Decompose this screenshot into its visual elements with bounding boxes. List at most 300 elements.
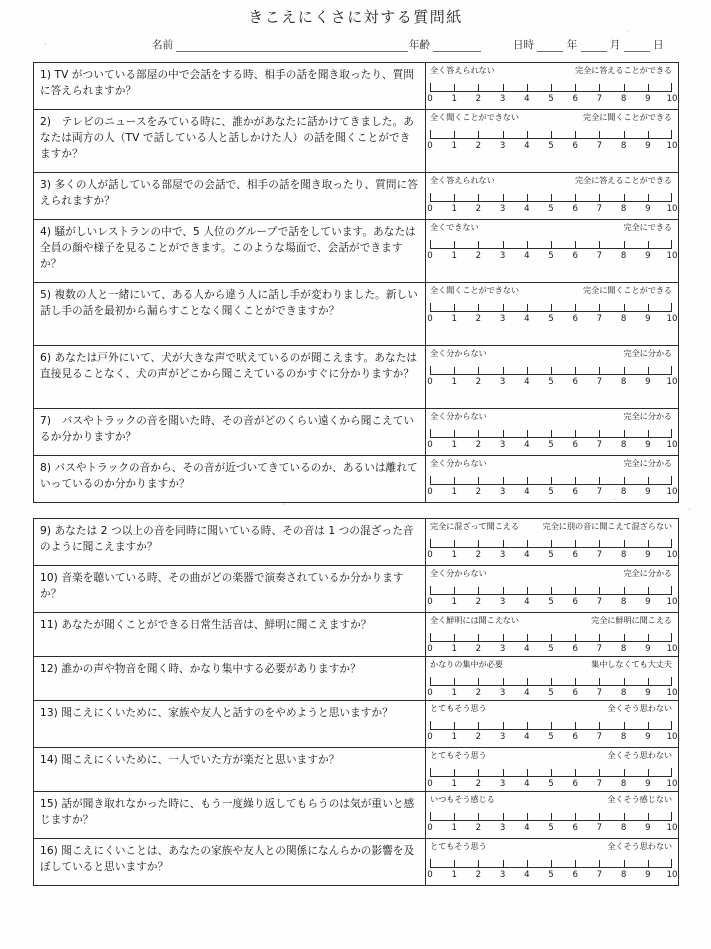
scale-tick[interactable] xyxy=(671,633,672,642)
scale-tick-label: 4 xyxy=(524,440,530,450)
scale-ruler[interactable] xyxy=(430,425,672,438)
scale-tick[interactable] xyxy=(671,193,672,202)
scale-tick[interactable] xyxy=(430,721,431,730)
scale-tick[interactable] xyxy=(430,429,431,438)
scale-tick-label: 8 xyxy=(620,597,627,607)
scale-tick[interactable] xyxy=(478,430,479,438)
scale-tick[interactable] xyxy=(430,539,431,548)
scale-tick[interactable] xyxy=(575,430,576,438)
scale-tick-label: 6 xyxy=(572,251,578,261)
scale-tick-labels xyxy=(427,250,678,262)
day-label: 日 xyxy=(653,39,664,51)
scale-tick-label: 5 xyxy=(548,870,554,880)
question-text: 8) バスやトラックの音から、その音が近づいてきているのか、あるいは離れていっているのか分かりますか？ xyxy=(34,456,426,502)
scale-tick-label: 7 xyxy=(596,688,603,698)
month-input[interactable] xyxy=(581,39,607,52)
scale-tick[interactable] xyxy=(478,860,479,868)
scale-tick-label: 3 xyxy=(499,550,506,560)
scale-tick[interactable] xyxy=(599,634,600,642)
scale-tick[interactable] xyxy=(503,241,504,249)
scale-tick[interactable] xyxy=(599,241,600,249)
scale-ruler[interactable] xyxy=(430,126,672,139)
rating-scale[interactable] xyxy=(426,839,678,885)
scale-tick[interactable] xyxy=(624,84,625,92)
question-row xyxy=(34,748,678,792)
scale-tick[interactable] xyxy=(599,678,600,686)
scale-tick[interactable] xyxy=(454,634,455,642)
scale-tick[interactable] xyxy=(430,366,431,375)
scale-ruler[interactable] xyxy=(430,673,672,686)
scale-tick-label: 10 xyxy=(666,644,678,654)
scale-tick[interactable] xyxy=(575,722,576,730)
scale-tick[interactable] xyxy=(575,367,576,375)
scale-ruler[interactable] xyxy=(430,808,672,821)
scale-tick-label: 9 xyxy=(645,597,651,607)
scale-ruler[interactable] xyxy=(430,362,672,375)
scale-tick[interactable] xyxy=(599,769,600,777)
scale-tick[interactable] xyxy=(478,84,479,92)
rating-scale[interactable] xyxy=(426,613,678,656)
scale-anchor-low: 全く聞くことができない xyxy=(430,112,519,122)
scale-tick[interactable] xyxy=(648,587,649,595)
scale-tick[interactable] xyxy=(478,678,479,686)
scale-tick[interactable] xyxy=(454,430,455,438)
scale-tick[interactable] xyxy=(527,430,528,438)
scale-tick[interactable] xyxy=(551,587,552,595)
scale-tick-label: 3 xyxy=(499,440,506,450)
scale-tick[interactable] xyxy=(671,130,672,139)
scale-tick[interactable] xyxy=(430,83,431,92)
scale-tick[interactable] xyxy=(430,812,431,821)
scale-tick[interactable] xyxy=(671,476,672,485)
scale-anchor-high: 完全に分かる xyxy=(623,568,672,578)
scale-tick[interactable] xyxy=(551,194,552,202)
scale-tick[interactable] xyxy=(503,131,504,139)
scale-tick[interactable] xyxy=(454,540,455,548)
scale-anchors xyxy=(430,222,672,233)
scale-tick-label: 7 xyxy=(596,141,603,151)
scale-tick-label: 9 xyxy=(645,550,651,560)
scale-tick[interactable] xyxy=(648,367,649,375)
scale-tick[interactable] xyxy=(599,722,600,730)
scale-tick-label: 5 xyxy=(548,644,554,654)
scale-tick-label: 2 xyxy=(475,688,482,698)
scale-tick[interactable] xyxy=(624,241,625,249)
scale-tick[interactable] xyxy=(454,722,455,730)
respondent-meta-row xyxy=(0,37,711,57)
scale-tick[interactable] xyxy=(527,634,528,642)
rating-scale[interactable] xyxy=(426,110,678,172)
scale-tick[interactable] xyxy=(478,304,479,312)
scale-tick-label: 8 xyxy=(620,377,627,387)
scale-tick[interactable] xyxy=(551,860,552,868)
scale-tick[interactable] xyxy=(624,678,625,686)
scale-tick-label: 5 xyxy=(548,597,554,607)
rating-scale[interactable] xyxy=(426,220,678,282)
scale-tick[interactable] xyxy=(454,131,455,139)
scale-tick[interactable] xyxy=(503,367,504,375)
scale-tick[interactable] xyxy=(503,678,504,686)
year-input[interactable] xyxy=(537,39,563,52)
scale-tick[interactable] xyxy=(527,194,528,202)
rating-scale[interactable] xyxy=(426,346,678,408)
question-row xyxy=(34,110,678,173)
scale-tick[interactable] xyxy=(624,430,625,438)
scale-tick-label: 2 xyxy=(475,732,482,742)
scale-tick-labels xyxy=(427,203,678,215)
scale-tick[interactable] xyxy=(454,194,455,202)
rating-scale[interactable] xyxy=(426,173,678,219)
rating-scale[interactable] xyxy=(426,409,678,455)
scale-ruler[interactable] xyxy=(430,472,672,485)
scale-tick[interactable] xyxy=(671,83,672,92)
scale-tick[interactable] xyxy=(551,634,552,642)
scale-tick-label: 10 xyxy=(666,597,678,607)
scale-tick[interactable] xyxy=(430,859,431,868)
scale-tick-label: 7 xyxy=(596,314,603,324)
scale-tick[interactable] xyxy=(551,304,552,312)
scale-tick[interactable] xyxy=(671,677,672,686)
scale-tick-label: 3 xyxy=(499,204,506,214)
scale-tick[interactable] xyxy=(527,241,528,249)
scale-tick[interactable] xyxy=(478,813,479,821)
scale-tick[interactable] xyxy=(551,477,552,485)
scale-tick[interactable] xyxy=(527,477,528,485)
scale-tick[interactable] xyxy=(478,241,479,249)
scale-tick-label: 3 xyxy=(499,141,506,151)
scale-tick[interactable] xyxy=(454,84,455,92)
scale-tick[interactable] xyxy=(624,540,625,548)
scale-tick[interactable] xyxy=(478,634,479,642)
questionnaire-table-1 xyxy=(33,62,679,503)
scale-tick[interactable] xyxy=(575,678,576,686)
scale-tick-label: 6 xyxy=(572,314,578,324)
scale-anchor-high: 完全に聞くことができる xyxy=(583,112,672,122)
scale-tick-label: 0 xyxy=(427,779,433,789)
scale-tick[interactable] xyxy=(454,769,455,777)
scale-tick-label: 0 xyxy=(427,550,433,560)
scale-tick[interactable] xyxy=(430,633,431,642)
scale-tick[interactable] xyxy=(527,540,528,548)
scale-tick[interactable] xyxy=(599,813,600,821)
scale-tick[interactable] xyxy=(551,367,552,375)
scale-tick[interactable] xyxy=(430,130,431,139)
scale-tick[interactable] xyxy=(671,586,672,595)
scale-tick[interactable] xyxy=(624,194,625,202)
scale-tick[interactable] xyxy=(430,240,431,249)
scale-tick[interactable] xyxy=(454,587,455,595)
scale-ruler[interactable] xyxy=(430,717,672,730)
scale-tick[interactable] xyxy=(551,540,552,548)
scale-tick[interactable] xyxy=(624,860,625,868)
scale-tick-label: 6 xyxy=(572,732,578,742)
scale-tick[interactable] xyxy=(551,241,552,249)
scale-tick[interactable] xyxy=(527,304,528,312)
scale-tick-labels xyxy=(427,439,678,451)
scale-tick[interactable] xyxy=(478,769,479,777)
scale-tick[interactable] xyxy=(648,241,649,249)
scale-tick[interactable] xyxy=(648,678,649,686)
scale-tick[interactable] xyxy=(478,722,479,730)
scale-tick[interactable] xyxy=(575,131,576,139)
scale-ruler[interactable] xyxy=(430,582,672,595)
scale-anchor-high: 完全に別の音に聞こえて混ざらない xyxy=(542,521,672,531)
scale-tick[interactable] xyxy=(430,677,431,686)
scale-tick[interactable] xyxy=(551,678,552,686)
scale-tick[interactable] xyxy=(575,477,576,485)
scale-tick[interactable] xyxy=(575,634,576,642)
rating-scale[interactable] xyxy=(426,748,678,791)
scale-tick[interactable] xyxy=(454,304,455,312)
scale-ruler[interactable] xyxy=(430,535,672,548)
scale-tick[interactable] xyxy=(478,587,479,595)
scale-tick[interactable] xyxy=(648,813,649,821)
scale-tick[interactable] xyxy=(624,131,625,139)
question-row xyxy=(34,519,678,566)
scale-ruler[interactable] xyxy=(430,299,672,312)
scale-tick-label: 3 xyxy=(499,487,506,497)
year-label: 年 xyxy=(566,39,578,51)
scale-tick-label: 1 xyxy=(451,732,457,742)
scale-tick[interactable] xyxy=(478,131,479,139)
scale-tick-label: 4 xyxy=(524,204,530,214)
scale-tick-label: 7 xyxy=(596,251,603,261)
scale-tick[interactable] xyxy=(430,193,431,202)
scale-tick[interactable] xyxy=(599,587,600,595)
scale-tick[interactable] xyxy=(575,84,576,92)
scale-tick[interactable] xyxy=(478,367,479,375)
scale-tick-labels xyxy=(427,140,678,152)
scale-tick[interactable] xyxy=(575,241,576,249)
scale-anchor-high: 完全に答えることができる xyxy=(574,175,672,185)
scale-tick[interactable] xyxy=(503,587,504,595)
scale-tick-label: 2 xyxy=(475,94,482,104)
scale-tick[interactable] xyxy=(551,769,552,777)
scale-anchors xyxy=(430,112,672,123)
rating-scale[interactable] xyxy=(426,519,678,565)
scale-tick[interactable] xyxy=(503,634,504,642)
scale-tick[interactable] xyxy=(503,304,504,312)
scale-tick[interactable] xyxy=(551,84,552,92)
scale-tick[interactable] xyxy=(648,722,649,730)
scale-tick-label: 2 xyxy=(475,440,482,450)
scale-tick[interactable] xyxy=(671,768,672,777)
scale-ruler[interactable] xyxy=(430,855,672,868)
scale-tick[interactable] xyxy=(671,303,672,312)
scale-tick-label: 5 xyxy=(548,141,554,151)
scale-tick-label: 7 xyxy=(596,377,603,387)
rating-scale[interactable] xyxy=(426,283,678,345)
scale-anchors xyxy=(430,175,672,186)
scale-tick-label: 7 xyxy=(596,440,603,450)
page-title: きこえにくさに対する質問紙 xyxy=(248,8,463,26)
scale-tick[interactable] xyxy=(671,859,672,868)
scale-tick[interactable] xyxy=(454,813,455,821)
scale-tick[interactable] xyxy=(575,540,576,548)
scale-tick[interactable] xyxy=(430,303,431,312)
scale-ruler[interactable] xyxy=(430,189,672,202)
scale-tick[interactable] xyxy=(648,860,649,868)
scale-tick[interactable] xyxy=(624,367,625,375)
scale-tick[interactable] xyxy=(648,131,649,139)
scale-tick-label: 4 xyxy=(524,779,530,789)
scale-tick[interactable] xyxy=(503,430,504,438)
question-row xyxy=(34,220,678,283)
scale-tick[interactable] xyxy=(624,813,625,821)
scale-tick[interactable] xyxy=(575,304,576,312)
scale-tick[interactable] xyxy=(648,634,649,642)
scale-tick-label: 1 xyxy=(451,644,457,654)
scale-anchors xyxy=(430,411,672,422)
scale-tick[interactable] xyxy=(624,477,625,485)
scale-tick[interactable] xyxy=(624,304,625,312)
scale-tick[interactable] xyxy=(527,769,528,777)
scale-anchor-high: 完全に分かる xyxy=(623,458,672,468)
scale-tick[interactable] xyxy=(624,587,625,595)
rating-scale[interactable] xyxy=(426,63,678,109)
scale-tick[interactable] xyxy=(478,477,479,485)
scale-tick[interactable] xyxy=(671,812,672,821)
scale-tick[interactable] xyxy=(648,477,649,485)
scale-tick-labels xyxy=(427,822,678,834)
scale-tick[interactable] xyxy=(599,131,600,139)
scale-tick[interactable] xyxy=(671,366,672,375)
scale-tick[interactable] xyxy=(551,430,552,438)
scale-tick-label: 6 xyxy=(572,377,578,387)
scale-anchor-low: 完全に混ざって聞こえる xyxy=(430,521,519,531)
scale-tick[interactable] xyxy=(599,194,600,202)
scale-tick[interactable] xyxy=(551,813,552,821)
scale-tick[interactable] xyxy=(454,678,455,686)
rating-scale[interactable] xyxy=(426,701,678,747)
rating-scale[interactable] xyxy=(426,657,678,700)
scale-tick-label: 3 xyxy=(499,251,506,261)
scale-tick-label: 10 xyxy=(666,732,678,742)
rating-scale[interactable] xyxy=(426,792,678,838)
scale-tick[interactable] xyxy=(503,477,504,485)
scale-tick[interactable] xyxy=(454,241,455,249)
scale-tick[interactable] xyxy=(503,84,504,92)
scale-tick[interactable] xyxy=(527,367,528,375)
scale-tick-label: 5 xyxy=(548,823,554,833)
scale-tick-label: 0 xyxy=(427,204,433,214)
scale-tick[interactable] xyxy=(648,84,649,92)
scale-ruler[interactable] xyxy=(430,79,672,92)
scale-tick-label: 1 xyxy=(451,550,457,560)
scale-tick[interactable] xyxy=(478,194,479,202)
scale-tick-label: 2 xyxy=(475,597,482,607)
scale-tick[interactable] xyxy=(624,634,625,642)
question-row xyxy=(34,173,678,220)
scale-anchors xyxy=(430,285,672,296)
scale-tick[interactable] xyxy=(527,860,528,868)
name-input[interactable] xyxy=(176,39,408,52)
scale-tick[interactable] xyxy=(599,430,600,438)
scale-tick-label: 1 xyxy=(451,487,457,497)
scale-tick[interactable] xyxy=(551,131,552,139)
scale-tick[interactable] xyxy=(454,860,455,868)
rating-scale[interactable] xyxy=(426,566,678,612)
scale-tick[interactable] xyxy=(671,721,672,730)
scale-tick[interactable] xyxy=(503,540,504,548)
scale-tick[interactable] xyxy=(575,860,576,868)
scale-tick[interactable] xyxy=(624,769,625,777)
scale-tick[interactable] xyxy=(648,304,649,312)
scale-tick[interactable] xyxy=(430,586,431,595)
scale-tick-label: 0 xyxy=(427,644,433,654)
scale-tick[interactable] xyxy=(671,429,672,438)
scale-tick-label: 4 xyxy=(524,644,530,654)
scale-tick[interactable] xyxy=(624,722,625,730)
scale-tick[interactable] xyxy=(478,540,479,548)
scale-tick[interactable] xyxy=(575,813,576,821)
scale-tick-label: 10 xyxy=(666,487,678,497)
scale-tick[interactable] xyxy=(599,477,600,485)
scale-tick-label: 2 xyxy=(475,644,482,654)
scale-tick[interactable] xyxy=(599,860,600,868)
scale-tick[interactable] xyxy=(599,84,600,92)
scale-tick[interactable] xyxy=(648,430,649,438)
scale-tick[interactable] xyxy=(648,769,649,777)
scale-tick[interactable] xyxy=(454,477,455,485)
scale-tick-label: 5 xyxy=(548,251,554,261)
scale-tick-label: 0 xyxy=(427,688,433,698)
scale-tick[interactable] xyxy=(575,769,576,777)
day-input[interactable] xyxy=(624,39,650,52)
scale-tick[interactable] xyxy=(503,860,504,868)
scale-tick[interactable] xyxy=(575,194,576,202)
scale-ruler[interactable] xyxy=(430,629,672,642)
scale-tick[interactable] xyxy=(671,539,672,548)
scale-tick[interactable] xyxy=(503,194,504,202)
scale-tick-label: 6 xyxy=(572,823,578,833)
scale-ruler[interactable] xyxy=(430,236,672,249)
scale-tick[interactable] xyxy=(430,768,431,777)
scale-tick[interactable] xyxy=(648,540,649,548)
scale-tick[interactable] xyxy=(648,194,649,202)
age-input[interactable] xyxy=(433,39,481,52)
scale-tick[interactable] xyxy=(527,722,528,730)
scale-anchors xyxy=(430,65,672,76)
scale-tick[interactable] xyxy=(599,540,600,548)
scale-tick[interactable] xyxy=(503,722,504,730)
scale-anchors xyxy=(430,348,672,359)
scale-tick[interactable] xyxy=(599,304,600,312)
scale-tick[interactable] xyxy=(430,476,431,485)
scale-tick-label: 8 xyxy=(620,314,627,324)
scale-tick-label: 6 xyxy=(572,550,578,560)
questionnaire-table-2 xyxy=(33,518,679,886)
scale-tick[interactable] xyxy=(527,813,528,821)
rating-scale[interactable] xyxy=(426,456,678,502)
scale-tick[interactable] xyxy=(527,678,528,686)
scale-tick[interactable] xyxy=(503,769,504,777)
scale-anchor-high: 完全にできる xyxy=(623,222,672,232)
scale-tick[interactable] xyxy=(527,131,528,139)
scale-tick-label: 2 xyxy=(475,779,482,789)
scale-tick[interactable] xyxy=(575,587,576,595)
scale-tick[interactable] xyxy=(527,84,528,92)
scale-tick[interactable] xyxy=(454,367,455,375)
scale-tick[interactable] xyxy=(527,587,528,595)
scale-tick[interactable] xyxy=(503,813,504,821)
scale-tick[interactable] xyxy=(671,240,672,249)
scale-tick[interactable] xyxy=(599,367,600,375)
scale-ruler[interactable] xyxy=(430,764,672,777)
scale-tick-label: 2 xyxy=(475,550,482,560)
scale-tick[interactable] xyxy=(551,722,552,730)
scale-tick-label: 1 xyxy=(451,314,457,324)
